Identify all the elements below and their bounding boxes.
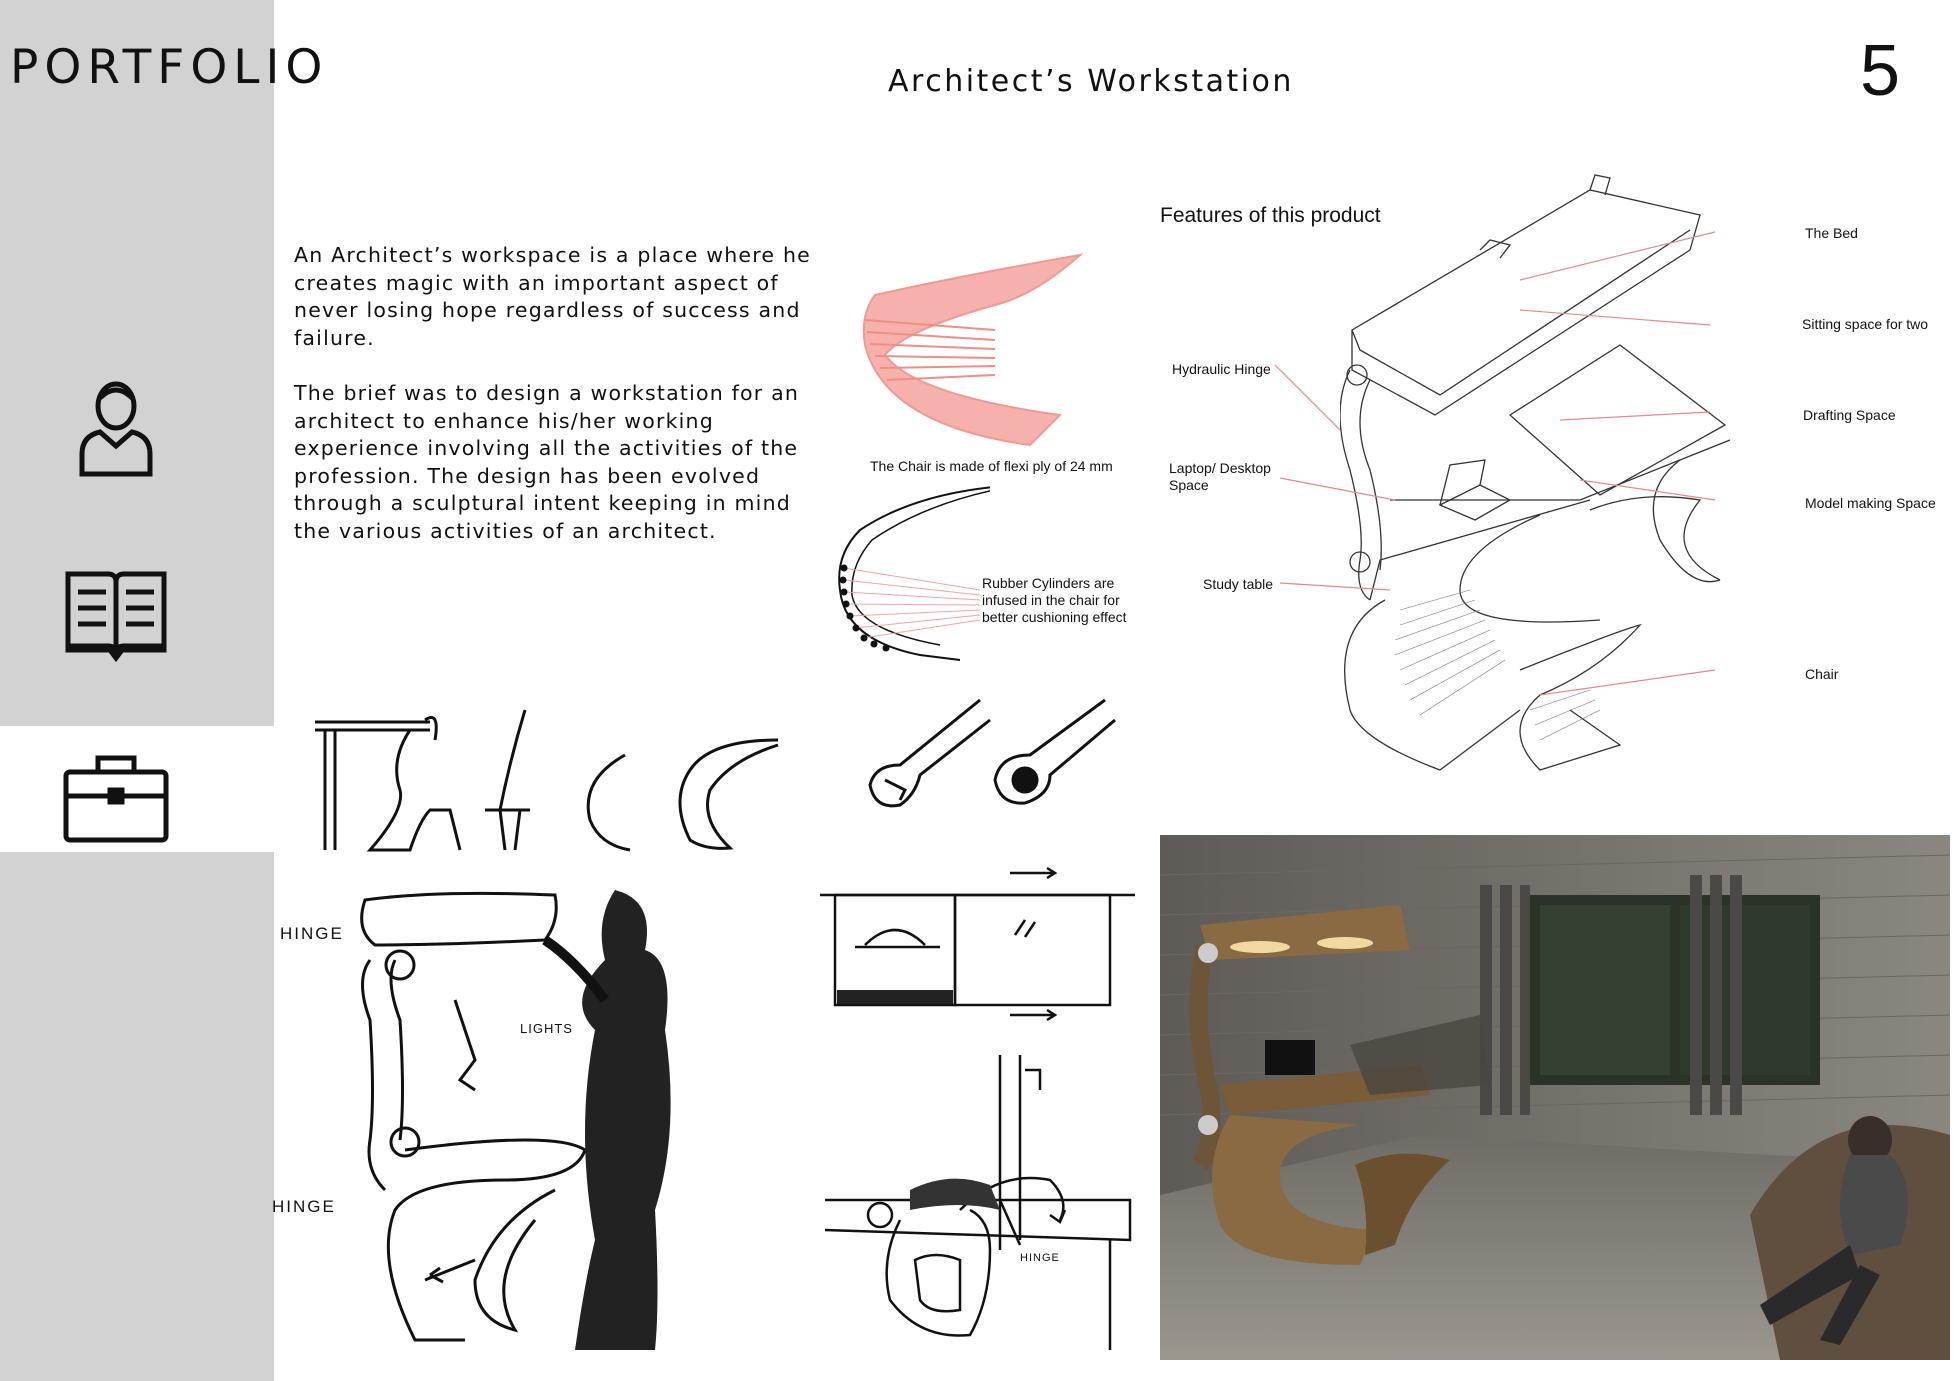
feature-label-model: Model making Space	[1805, 495, 1936, 511]
workstation-concept-sketch	[275, 880, 725, 1360]
portfolio-brand: PORTFOLIO	[10, 40, 329, 95]
sliding-board-sketch	[815, 865, 1145, 1035]
feature-label-laptop-line: Space	[1169, 477, 1209, 493]
features-title: Features of this product	[1160, 204, 1381, 227]
feature-label-hinge: Hydraulic Hinge	[1172, 361, 1271, 377]
intro-paragraph: An Architect’s workspace is a place where he creates magic with an important aspect of never losing hope regardless of success and failure.	[294, 243, 811, 350]
briefcase-icon	[60, 744, 172, 848]
nav-item-projects[interactable]	[0, 726, 274, 852]
page-title: Architect’s Workstation	[888, 64, 1294, 99]
feature-label-drafting: Drafting Space	[1803, 407, 1896, 423]
feature-label-laptop	[1169, 460, 1271, 494]
spanner-inspiration-sketch	[860, 695, 1120, 825]
cushion-caption-line: better cushioning effect	[982, 609, 1127, 625]
flexi-ply-chair-render	[845, 235, 1085, 450]
nav-item-publications[interactable]	[0, 540, 274, 666]
sketch-label-hinge-top: HINGE	[280, 924, 344, 943]
open-book-icon	[60, 558, 172, 662]
nav-item-profile[interactable]	[0, 356, 274, 482]
sketch-label-hinge-small: HINGE	[1020, 1252, 1060, 1264]
feature-label-laptop-line: Laptop/ Desktop	[1169, 460, 1271, 476]
sketch-label-hinge-bottom: HINGE	[272, 1197, 336, 1216]
intro-paragraph: The brief was to design a workstation for an architect to enhance his/her working experience involving all the activities of the profession. The design has been evolved through a sculptural intent keeping in mind the various activities of an architect.	[294, 381, 800, 543]
feature-label-chair: Chair	[1805, 666, 1839, 682]
cushion-caption-line: Rubber Cylinders are	[982, 575, 1115, 591]
page-number: 5	[1860, 31, 1901, 111]
chair-material-caption: The Chair is made of flexi ply of 24 mm	[870, 458, 1113, 474]
cushion-caption	[982, 575, 1127, 626]
feature-label-bed: The Bed	[1805, 225, 1858, 241]
user-icon	[60, 374, 172, 478]
chair-section-diagram	[830, 480, 990, 665]
folding-desk-hinge-sketch	[820, 1050, 1150, 1350]
intro-text	[294, 242, 814, 573]
workstation-render	[1160, 835, 1950, 1360]
feature-leader-lines	[1160, 200, 1810, 700]
ergonomic-chair-sketch	[310, 700, 790, 860]
cushion-caption-line: infused in the chair for	[982, 592, 1120, 608]
sketch-label-lights: LIGHTS	[520, 1021, 573, 1036]
feature-label-study: Study table	[1203, 576, 1274, 592]
feature-label-sitting: Sitting space for two	[1802, 316, 1929, 332]
